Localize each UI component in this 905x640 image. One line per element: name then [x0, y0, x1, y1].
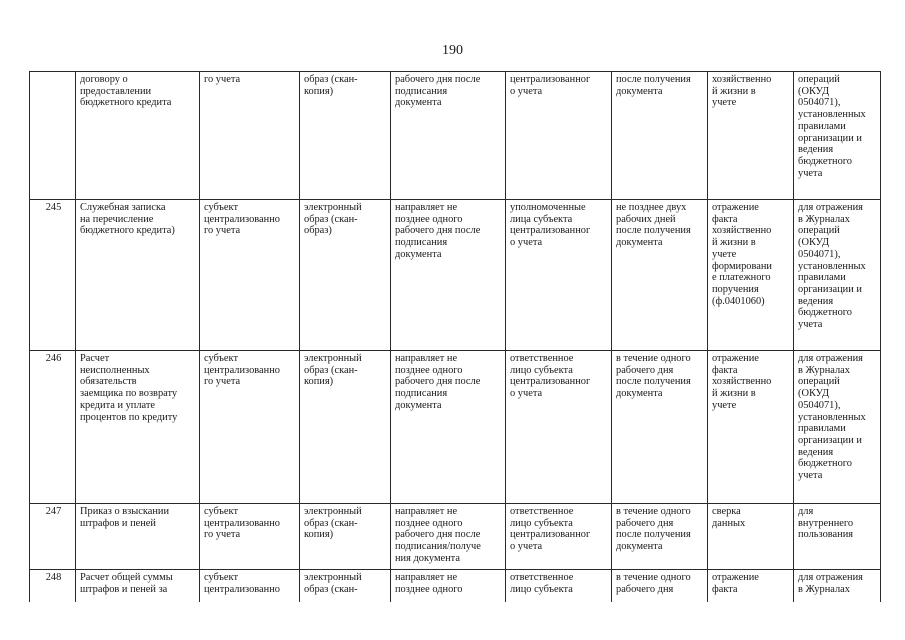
row-number [30, 72, 76, 200]
document-action: направляет не позднее одного рабочего дня после подписания документа [391, 351, 506, 504]
document-term: в течение одного рабочего дня после получения документа [612, 351, 708, 504]
document-action: направляет не позднее одного рабочего дня после подписания документа [391, 200, 506, 351]
document-result: сверка данных [708, 504, 794, 570]
document-recipient: централизованног о учета [506, 72, 612, 200]
document-purpose: для отражения в Журналах операций (ОКУД 0504071), установленных правилами организации и ведения бюджетного учета [794, 200, 881, 351]
document-term: после получения документа [612, 72, 708, 200]
document-result: хозяйственно й жизни в учете [708, 72, 794, 200]
table-row [30, 200, 881, 351]
document-term: в течение одного рабочего дня после получения документа [612, 504, 708, 570]
document-term: не позднее двух рабочих дней после получения документа [612, 200, 708, 351]
document-purpose: для отражения в Журналах [794, 570, 881, 603]
document-result: отражение факта хозяйственно й жизни в учете формировани е платежного поручения (ф.0401060) [708, 200, 794, 351]
document-table [29, 71, 881, 602]
document-recipient: ответственное лицо субъекта централизованног о учета [506, 504, 612, 570]
document-subject: го учета [200, 72, 300, 200]
document-recipient: ответственное лицо субъекта централизованног о учета [506, 351, 612, 504]
document-name: договору о предоставлении бюджетного кредита [76, 72, 200, 200]
document-action: рабочего дня после подписания документа [391, 72, 506, 200]
document-form: электронный образ (скан- копия) [300, 504, 391, 570]
document-subject: субъект централизованно го учета [200, 504, 300, 570]
document-purpose: для внутреннего пользования [794, 504, 881, 570]
document-name: Расчет общей суммы штрафов и пеней за [76, 570, 200, 603]
document-form: образ (скан- копия) [300, 72, 391, 200]
document-form: электронный образ (скан- образ) [300, 200, 391, 351]
document-name: Приказ о взыскании штрафов и пеней [76, 504, 200, 570]
document-result: отражение факта [708, 570, 794, 603]
document-name: Служебная записка на перечисление бюджетного кредита) [76, 200, 200, 351]
document-subject: субъект централизованно [200, 570, 300, 603]
row-number: 247 [30, 504, 76, 570]
document-purpose: для отражения в Журналах операций (ОКУД 0504071), установленных правилами организации и ведения бюджетного учета [794, 351, 881, 504]
document-action: направляет не позднее одного рабочего дня после подписания/получе ния документа [391, 504, 506, 570]
table-row [30, 72, 881, 200]
table-row [30, 570, 881, 603]
row-number: 246 [30, 351, 76, 504]
document-subject: субъект централизованно го учета [200, 200, 300, 351]
document-action: направляет не позднее одного [391, 570, 506, 603]
document-result: отражение факта хозяйственно й жизни в учете [708, 351, 794, 504]
document-name: Расчет неисполненных обязательств заемщика по возврату кредита и уплате процентов по кредиту [76, 351, 200, 504]
document-subject: субъект централизованно го учета [200, 351, 300, 504]
document-purpose: операций (ОКУД 0504071), установленных правилами организации и ведения бюджетного учета [794, 72, 881, 200]
table-row [30, 351, 881, 504]
document-term: в течение одного рабочего дня [612, 570, 708, 603]
document-form: электронный образ (скан- копия) [300, 351, 391, 504]
page-number: 190 [442, 43, 463, 58]
document-recipient: ответственное лицо субъекта [506, 570, 612, 603]
row-number: 245 [30, 200, 76, 351]
document-form: электронный образ (скан- [300, 570, 391, 603]
table-row [30, 504, 881, 570]
document-recipient: уполномоченные лица субъекта централизованног о учета [506, 200, 612, 351]
row-number: 248 [30, 570, 76, 603]
